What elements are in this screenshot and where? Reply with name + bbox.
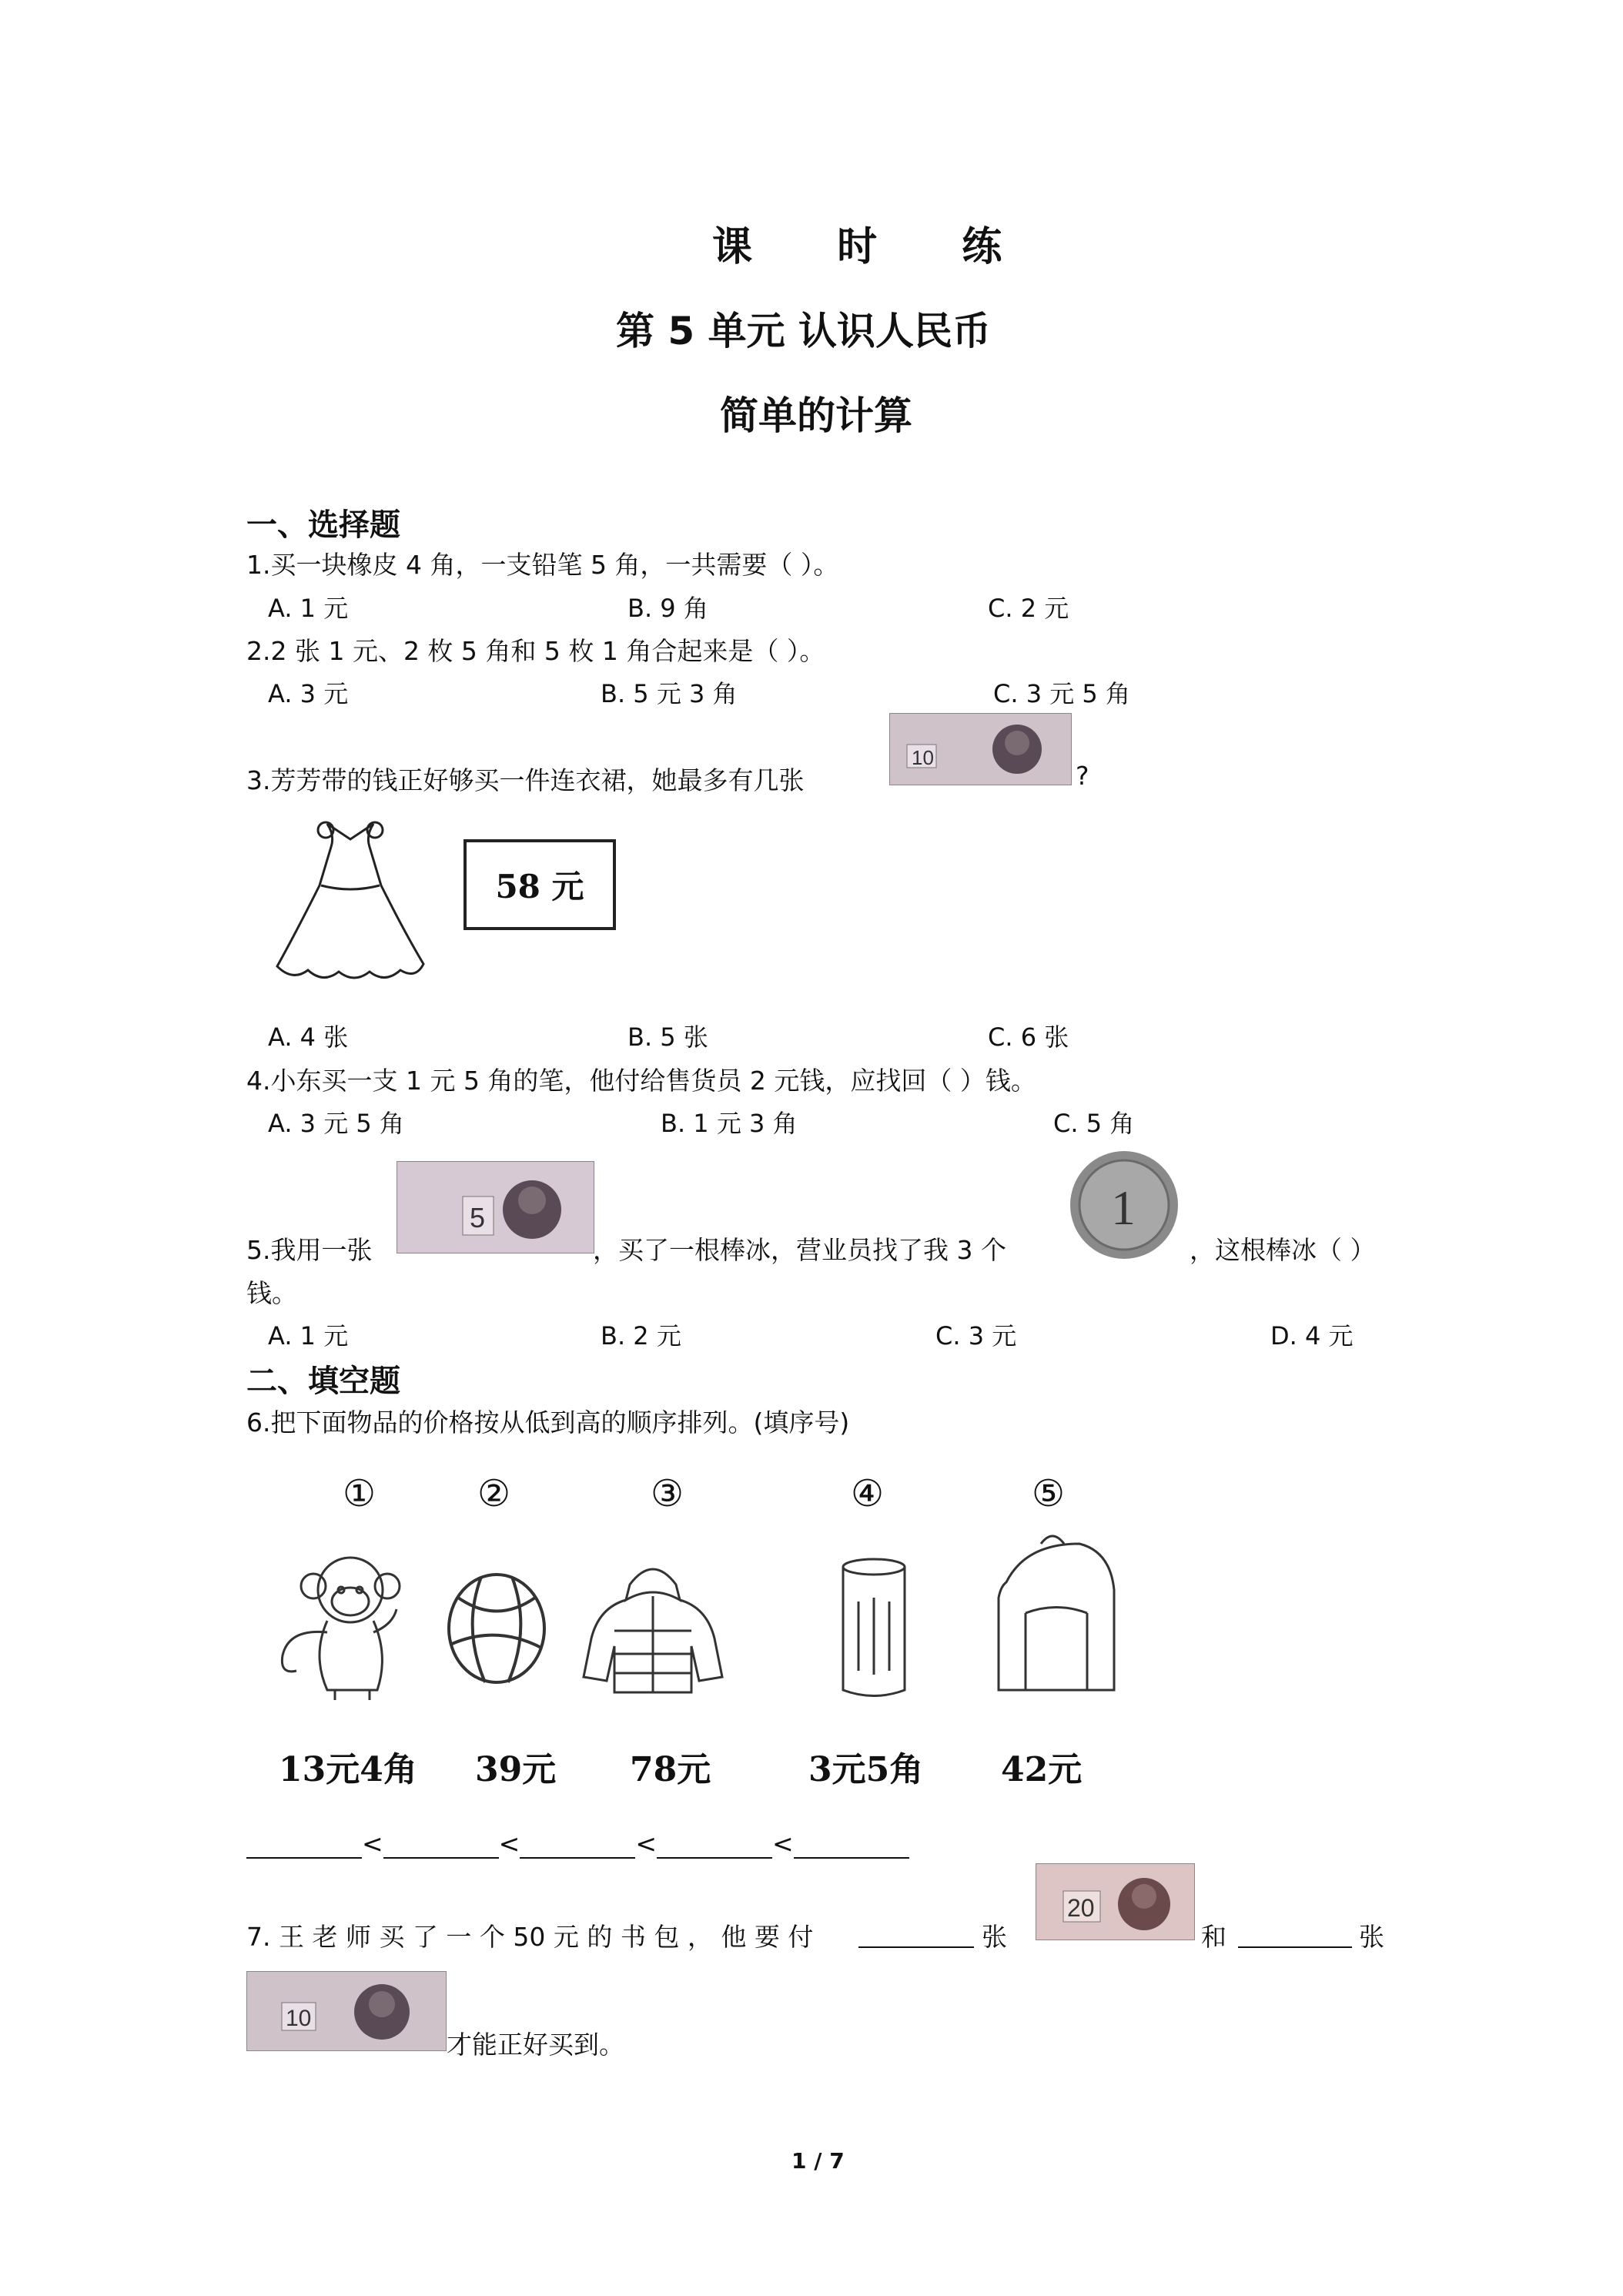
question-7-part-c: 和 — [1201, 1922, 1226, 1952]
q3-option-b: B. 5 张 — [627, 1022, 708, 1052]
item-number-2: ② — [477, 1472, 511, 1515]
order-blank-5[interactable] — [794, 1834, 909, 1859]
q2-option-b: B. 5 元 3 角 — [601, 679, 738, 708]
question-5-part-c: ，这根棒冰（ ） — [1190, 1235, 1376, 1265]
question-3: 3.芳芳带的钱正好够买一件连衣裙，她最多有几张 — [246, 765, 805, 795]
question-7-part-a: 7. 王 老 师 买 了 一 个 50 元 的 书 包 ， 他 要 付 — [246, 1922, 814, 1952]
price-tag-text: 58 元 — [495, 868, 584, 905]
one-yuan-coin-image — [1066, 1147, 1182, 1263]
question-1: 1.买一块橡皮 4 角，一支铅笔 5 角，一共需要（ ）。 — [246, 550, 839, 580]
section-fill-heading: 二、填空题 — [246, 1364, 400, 1399]
question-7-part-d: 张 — [1359, 1922, 1384, 1952]
item-price-3: 78元 — [630, 1750, 711, 1789]
q4-option-a: A. 3 元 5 角 — [268, 1109, 404, 1138]
basketball-icon — [443, 1571, 550, 1686]
q5-option-c: C. 3 元 — [935, 1321, 1017, 1350]
question-2: 2.2 张 1 元、2 枚 5 角和 5 枚 1 角合起来是（ ）。 — [246, 636, 825, 666]
ordering-answer-row — [246, 1829, 909, 1859]
question-5-part-a: 5.我用一张 — [246, 1235, 373, 1265]
item-price-2: 39元 — [475, 1750, 557, 1789]
order-blank-4[interactable] — [657, 1834, 772, 1859]
q3-option-c: C. 6 张 — [988, 1022, 1069, 1052]
q4-option-c: C. 5 角 — [1053, 1109, 1135, 1138]
can-icon — [832, 1555, 916, 1702]
dress-icon — [273, 816, 427, 986]
backpack-icon — [979, 1528, 1126, 1702]
page-title: 课 时 练 — [712, 224, 1038, 270]
q1-option-b: B. 9 角 — [627, 594, 708, 623]
question-4: 4.小东买一支 1 元 5 角的笔，他付给售货员 2 元钱，应找回（ ）钱。 — [246, 1066, 1036, 1096]
order-blank-1[interactable] — [246, 1834, 362, 1859]
note-value: 10 — [912, 746, 934, 769]
note-value: 20 — [1067, 1894, 1095, 1922]
question-5-part-b: ，买了一根棒冰，营业员找了我 3 个 — [593, 1235, 1006, 1265]
q7-blank-twenty[interactable] — [858, 1923, 974, 1948]
q3-option-a: A. 4 张 — [268, 1022, 349, 1052]
q5-option-a: A. 1 元 — [268, 1321, 349, 1350]
price-tag — [463, 839, 616, 930]
note-value: 5 — [470, 1202, 486, 1233]
item-number-1: ① — [343, 1472, 376, 1515]
less-than-sign: < — [635, 1829, 657, 1859]
less-than-sign: < — [771, 1829, 794, 1859]
q5-option-b: B. 2 元 — [601, 1321, 681, 1350]
lesson-title: 简单的计算 — [720, 393, 912, 438]
less-than-sign: < — [498, 1829, 520, 1859]
q5-option-d: D. 4 元 — [1270, 1321, 1354, 1350]
q4-option-b: B. 1 元 3 角 — [661, 1109, 798, 1138]
coin-value: 1 — [1111, 1180, 1136, 1235]
ten-yuan-note-image-2 — [246, 1971, 447, 2051]
jacket-icon — [576, 1554, 730, 1700]
q7-blank-ten[interactable] — [1238, 1923, 1352, 1948]
item-number-4: ④ — [851, 1472, 885, 1515]
question-7-part-e: 才能正好买到。 — [447, 2030, 624, 2060]
ten-yuan-note-image — [889, 713, 1072, 785]
monkey-toy-icon — [266, 1548, 416, 1702]
order-blank-2[interactable] — [383, 1834, 499, 1859]
item-price-4: 3元5角 — [808, 1750, 924, 1789]
q1-option-c: C. 2 元 — [988, 594, 1069, 623]
question-7-part-b: 张 — [982, 1922, 1007, 1952]
q1-option-a: A. 1 元 — [268, 594, 349, 623]
item-number-3: ③ — [651, 1472, 684, 1515]
section-choice-heading: 一、选择题 — [246, 507, 400, 543]
question-5-part-d: 钱。 — [246, 1278, 297, 1308]
note-value: 10 — [286, 2006, 312, 2031]
q2-option-c: C. 3 元 5 角 — [993, 679, 1130, 708]
less-than-sign: < — [362, 1829, 383, 1859]
order-blank-3[interactable] — [520, 1834, 635, 1859]
question-6: 6.把下面物品的价格按从低到高的顺序排列。(填序号) — [246, 1407, 850, 1438]
unit-title: 第 5 单元 认识人民币 — [616, 309, 992, 353]
q2-option-a: A. 3 元 — [268, 679, 349, 708]
item-number-5: ⑤ — [1032, 1472, 1066, 1515]
twenty-yuan-note-image — [1036, 1863, 1195, 1940]
five-yuan-note-image — [397, 1161, 594, 1253]
item-price-1: 13元4角 — [279, 1750, 417, 1789]
question-3-end: ? — [1076, 761, 1089, 791]
page-number: 1 / 7 — [791, 2148, 845, 2174]
item-price-5: 42元 — [1001, 1750, 1083, 1789]
